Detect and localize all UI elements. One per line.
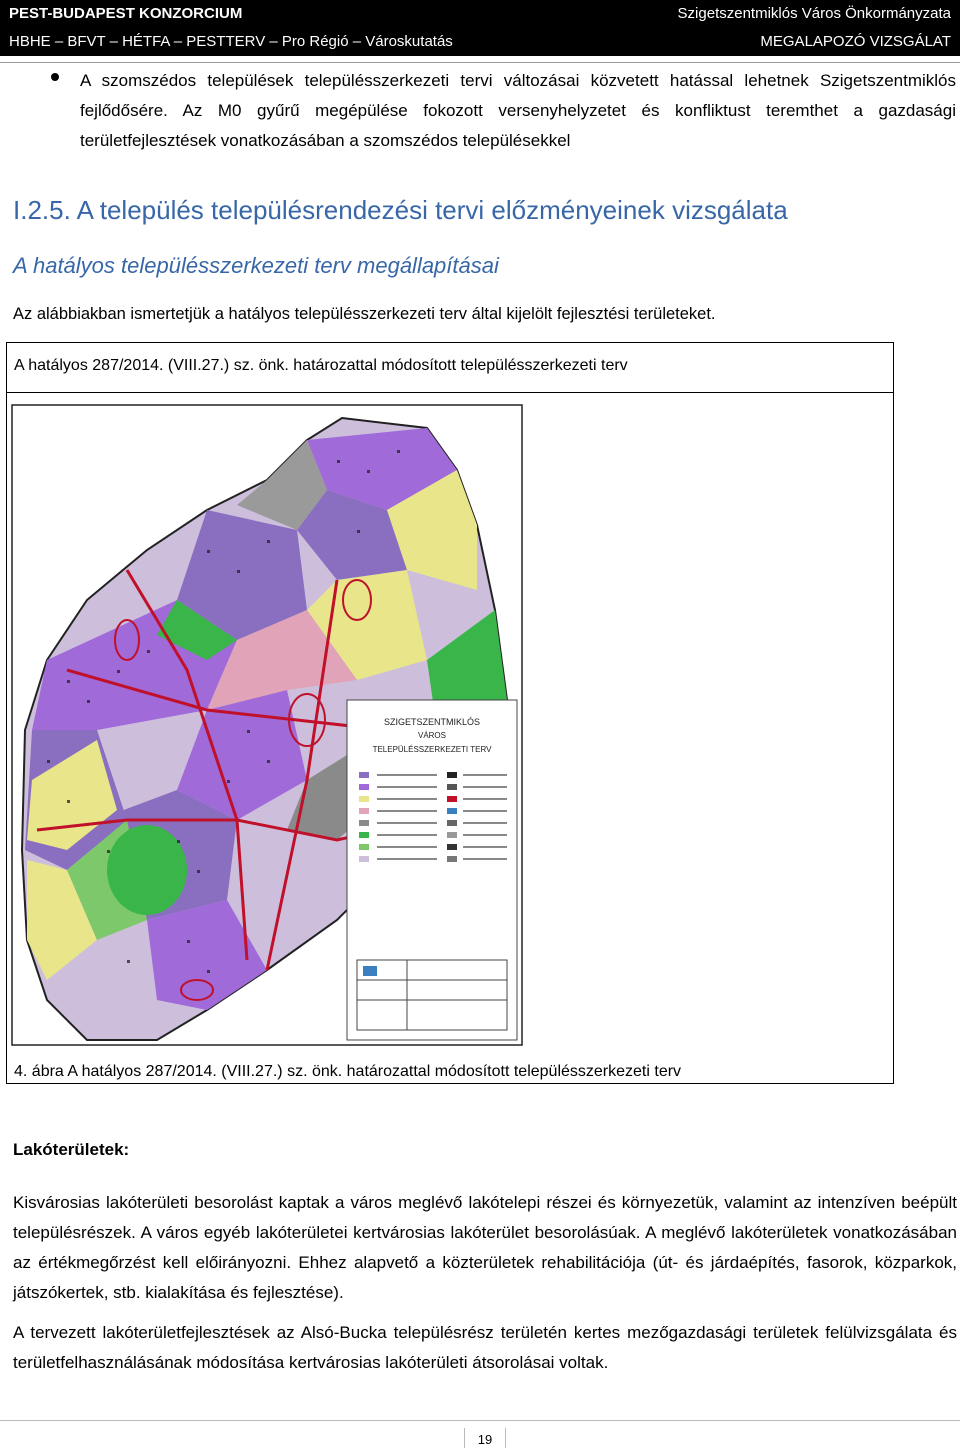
- running-header-top: [0, 0, 960, 28]
- header-doc-type: MEGALAPOZÓ VIZSGÁLAT: [760, 33, 951, 50]
- figure-box-title: A hatályos 287/2014. (VIII.27.) sz. önk. határozattal módosított településszerkezeti terv: [14, 357, 628, 374]
- residential-paragraph-1: Kisvárosias lakóterületi besorolást kaptak a város meglévő lakótelepi részei és környezetük, valamint az intenzíven beépült településrészek. A város egyéb lakóterületei kertvárosias lakóterület besorolásúak. A meglévő lakóterületek vonatkozásában az értékmegőrzést kell előirányozni. Ehhez alapvető a közterületek rehabilitációja (út- és járdaépítés, fasorok, közparkok, játszókertek, stb. kialakítása és fejlesztése).: [13, 1193, 957, 1302]
- svg-text:VÁROS: VÁROS: [417, 731, 447, 740]
- figure-caption: 4. ábra A hatályos 287/2014. (VIII.27.) sz. önk. határozattal módosított településszerkezeti terv: [14, 1063, 682, 1080]
- subheading: A hatályos településszerkezeti terv megállapításai: [13, 253, 499, 278]
- header-divider: [0, 62, 960, 63]
- bullet-dot: [51, 73, 59, 81]
- figure-frame-divider: [6, 392, 894, 393]
- figure-frame: [6, 342, 894, 1084]
- page-number: 19: [464, 1428, 506, 1448]
- footer-divider: [0, 1420, 960, 1421]
- residential-heading: Lakóterületek:: [13, 1140, 130, 1159]
- svg-text:TELEPÜLÉSSZERKEZETI TERV: TELEPÜLÉSSZERKEZETI TERV: [372, 745, 492, 754]
- running-header-bottom: [0, 28, 960, 56]
- residential-paragraph-2: A tervezett lakóterületfejlesztések az Alsó-Bucka településrész területén kertes mezőgazdasági területek felülvizsgálata és területfelhasználásának módosítása kertvárosias lakóterületi átsorolásai voltak.: [13, 1323, 957, 1372]
- section-heading: I.2.5. A település településrendezési tervi előzményeinek vizsgálata: [13, 195, 788, 225]
- svg-text:SZIGETSZENTMIKLÓS: SZIGETSZENTMIKLÓS: [383, 717, 481, 727]
- header-client: Szigetszentmiklós Város Önkormányzata: [677, 5, 951, 22]
- header-partners: HBHE – BFVT – HÉTFA – PESTTERV – Pro Régió – Városkutatás: [9, 33, 453, 50]
- structure-plan-map: [7, 400, 527, 1050]
- lead-paragraph: Az alábbiakban ismertetjük a hatályos településszerkezeti terv által kijelölt fejlesztési területeket.: [13, 305, 716, 323]
- intro-bullet-text: A szomszédos települések településszerkezeti tervi változásai közvetett hatással lehetnek Szigetszentmiklós fejlődősére. Az M0 gyűrű megépülése fokozott versenyhelyzetet és konfliktust teremthet a gazdasági területfejlesztések vonatkozásában a szomszédos településekkel: [80, 71, 956, 150]
- header-org: PEST-BUDAPEST KONZORCIUM: [9, 5, 243, 22]
- map-graphic: [7, 400, 527, 1050]
